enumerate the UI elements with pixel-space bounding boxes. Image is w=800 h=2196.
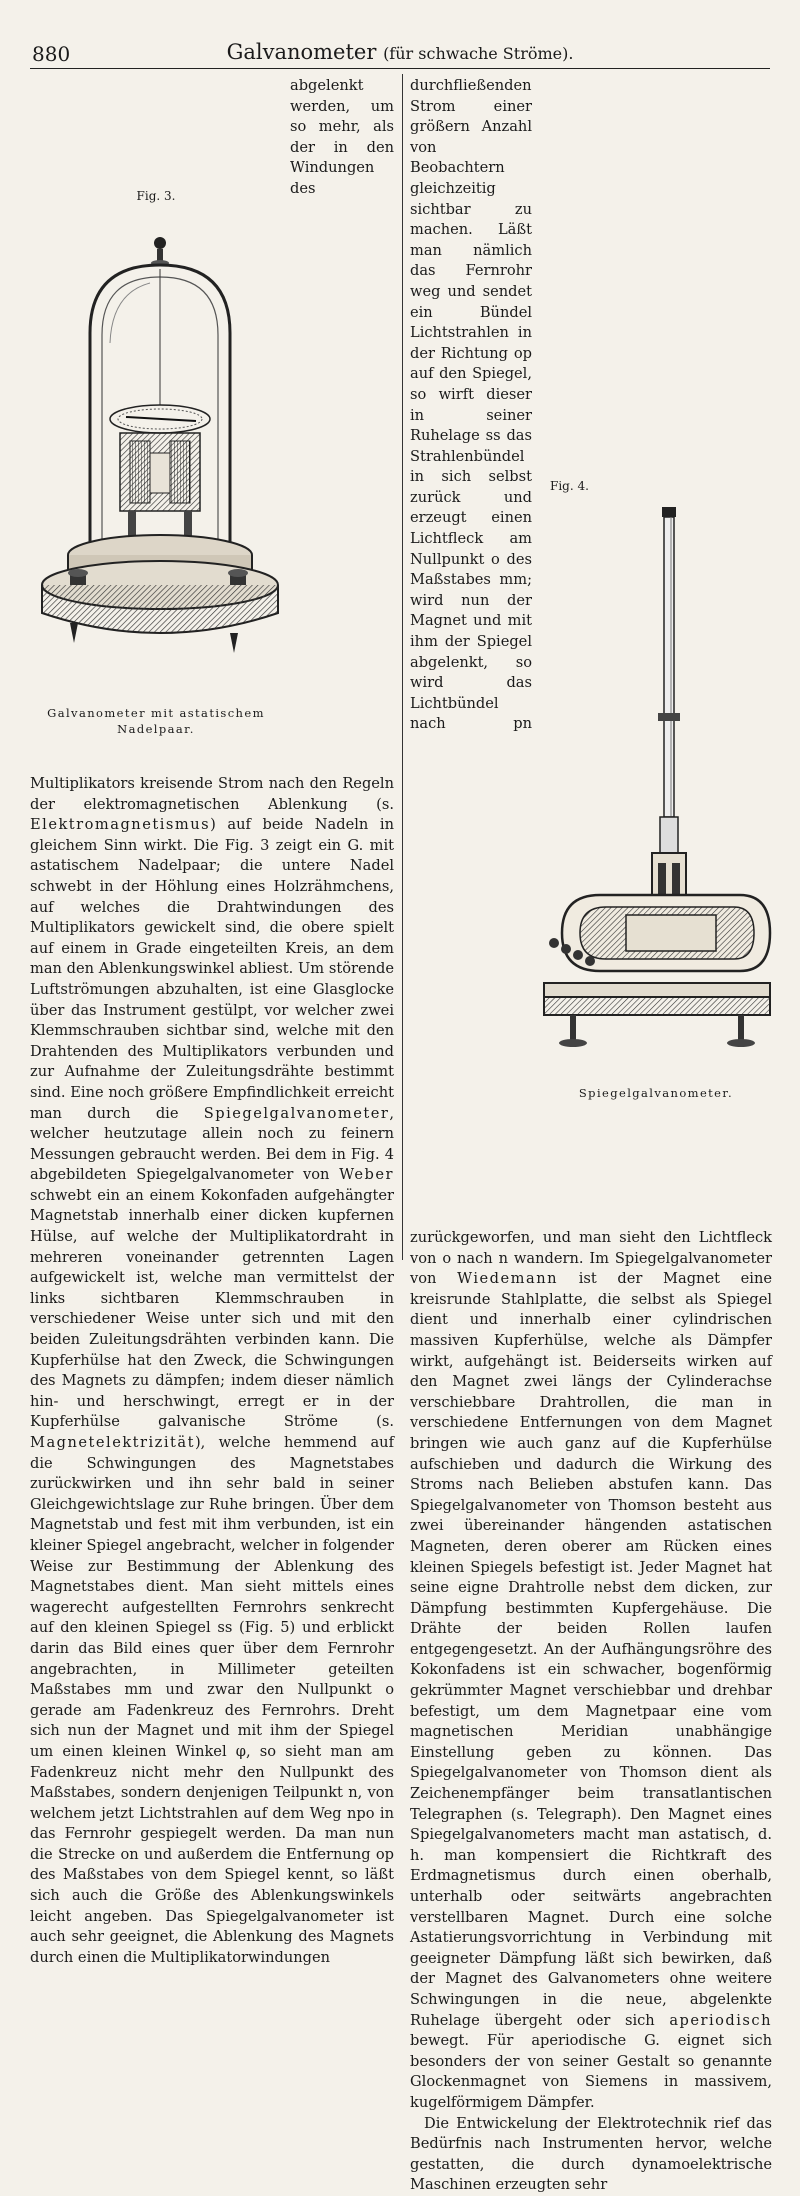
- text-run: ist der Magnet eine kreisrunde Stahlplatte, die selbst als Spiegel dient und innerhalb einer cylindrischen massiven Kupferhülse, welche als Dämpfer wirkt, aufgehängt ist. Beiderseits wirken auf den Magnet zwei längs der Cylinderachse verschiebbare Drahtrollen, die man in verschiedene Entfernungen von dem Magnet bringen wie auch ganz auf die Kupferhülse aufschieben und dadurch die Wirkung des Stroms nach Belieben abstufen kann. Das Spiegelgalvanometer von Thomson besteht aus zwei übereinander hängenden astatischen Magneten, deren oberer am Rücken eines kleinen Spiegels befestigt ist. Jeder Magnet hat seine eigne Drahtrolle nebst dem dicken, zur Dämpfung bestimmten Kupfergehäuse. Die Drähte der beiden Rollen laufen entgegengesetzt. An der Aufhängungsröhre des Kokonfadens ist ein schwacher, bogenförmig gekrümmter Magnet verschiebbar und drehbar befestigt, um dem Magnetpaar eine vom magnetischen Meridian unabhängige Einstellung geben zu können. Das Spiegelgalvanometer von Thomson dient als Zeichenempfänger beim transatlantischen Telegraphen (s. Telegraph). Den Magnet eines Spiegelgalvanometers macht man astatisch, d. h. man kompensiert die Richtkraft des Erdmagnetismus durch einen oberhalb, unterhalb oder seitwärts angebrachten verstellbaren Magnet. Durch eine solche Astatierungsvorrichtung in Verbindung mit geeigneter Dämpfung läßt sich bewirken, daß der Magnet des Galvanometers ohne weitere Schwingungen in die neue, abgelenkte Ruhelage übergeht oder sich: [410, 1270, 772, 2029]
- keyword-term: aperiodisch: [669, 2011, 772, 2029]
- figure-3-label: Fig. 3.: [136, 189, 176, 203]
- page-header: [30, 38, 770, 69]
- galvanometer-illustration: [30, 213, 280, 701]
- left-column: [30, 76, 394, 1968]
- text-run: ), welche hemmend auf die Schwingungen des Magnetstabes zurückwirken und ihn sehr bald in seiner Gleichgewichtslage zur Ruhe bringen. Über dem Magnetstab und fest mit ihm verbunden, ist ein kleiner Spiegel angebracht, welcher in folgender Weise zur Bestimmung der Ablenkung des Magnetstabes dient. Man sieht mittels eines wagerecht aufgestellten Fernrohrs senkrecht auf den kleinen Spiegel ss (Fig. 5) und erblickt darin das Bild eines quer über dem Fernrohr angebrachten, in Millimeter geteilten Maßstabes mm und zwar den Nullpunkt o gerade am Fadenkreuz des Fernrohrs. Dreht sich nun der Magnet und mit ihm der Spiegel um einen kleinen Winkel φ, so sieht man am Fadenkreuz nicht mehr den Nullpunkt des Maßstabes, sondern denjenigen Teilpunkt n, von welchem jetzt Lichtstrahlen auf dem Weg npo in das Fernrohr gespiegelt werden. Da man nun die Strecke on und außerdem die Entfernung op des Maßstabes von dem Spiegel kennt, so läßt sich auch die Größe des Ablenkungswinkels leicht angeben. Das Spiegelgalvanometer ist auch sehr geeignet, die Ablenkung des Magnets durch einen die Multiplikatorwindungen: [30, 1434, 394, 1966]
- figure-3-caption: Galvanometer mit astatischem Nadelpaar.: [47, 705, 265, 736]
- figure-4-label: Fig. 4.: [550, 479, 589, 493]
- keyword-term: Elektromagnetismus: [30, 816, 211, 834]
- figure-3: [30, 186, 282, 774]
- text-run: , welcher heutzutage allein noch zu feinern Messungen gebraucht werden. Bei dem in Fig. 4 abgebildeten Spiegelgalvanometer von: [30, 1104, 394, 1184]
- text-run: Die Entwickelung der Elektrotechnik rief das Bedürfnis nach Instrumenten hervor, welche gestatten, die durch dynamoelektrische Maschinen erzeugten sehr: [410, 2114, 772, 2194]
- text-run: durchfließenden Strom einer größern Anzahl von Beobachtern gleichzeitig sichtbar zu machen. Läßt man nämlich das Fernrohr weg und sendet ein Bündel Lichtstrahlen in der Richtung op auf den Spiegel, so wirft dieser in seiner Ruhelage ss das Strahlenbündel in sich selbst zurück und erzeugt einen Lichtfleck am Nullpunkt o des Maßstabes mm; wird nun der Magnet und mit ihm der Spiegel abgelenkt, so wird das Lichtbündel nach pn zurückgeworfen, und man sieht den Lichtfleck von o nach n wandern. Im Spiegelgalvanometer von: [410, 77, 772, 1288]
- figure-4: [540, 476, 772, 1228]
- right-column: [410, 76, 772, 2196]
- text-run: bewegt. Für aperiodische G. eignet sich besonders der von seiner Gestalt so genannte Glockenmagnet von Siemens in massivem, kugelförmigem Dämpfer.: [410, 2032, 772, 2111]
- text-run: ) auf beide Nadeln in gleichem Sinn wirkt. Die Fig. 3 zeigt ein G. mit astatischem Nadelpaar; die untere Nadel schwebt in der Höhlung eines Holzrähmchens, auf welches die Drahtwindungen des Multiplikators gewickelt sind, die obere spielt auf einem in Grade eingeteilten Kreis, an dem man den Ablenkungswinkel abliest. Um störende Luftströmungen abzuhalten, ist eine Glasglocke über das Instrument gestülpt, vor welcher zwei Klemmschrauben sichtbar sind, welche mit den Drahtenden des Multiplikators verbunden und zur Aufnahme der Zuleitungsdrähte bestimmt sind. Eine noch größere Empfindlichkeit erreicht man durch die: [30, 816, 394, 1122]
- text-run: abgelenkt werden, um so mehr, als der in den Windungen des Multiplikators kreisende Strom nach den Regeln der elektromagnetischen Ablenkung (s.: [30, 77, 394, 813]
- figure-4-caption: Spiegelgalvanometer.: [578, 1085, 734, 1100]
- keyword-term: Spiegelgalvanometer: [203, 1104, 390, 1122]
- running-title: Galvanometer: [226, 40, 377, 64]
- running-head: [30, 40, 770, 64]
- keyword-term: Magnetelektrizität: [30, 1434, 195, 1451]
- spiegelgalvanometer-illustration: [540, 503, 772, 1081]
- running-subtitle: (für schwache Ströme).: [383, 44, 574, 63]
- text-run: schwebt ein an einem Kokonfaden aufgehängter Magnetstab innerhalb einer dicken kupfernen Hülse, auf welche der Multiplikatordraht in mehreren voneinander getrennten Lagen aufgewickelt ist, welche man vermittelst der links sichtbaren Klemmschrauben in verschiedener Weise unter sich und mit den beiden Zuleitungsdrähten verbinden kann. Die Kupferhülse hat den Zweck, die Schwingungen des Magnets zu dämpfen; indem dieser nämlich hin- und herschwingt, erregt er in der Kupferhülse galvanische Ströme (s.: [30, 1186, 394, 1431]
- person-name: Wiedemann: [457, 1270, 558, 1288]
- column-divider: [402, 74, 403, 1260]
- right-paragraph-2: [410, 2114, 772, 2196]
- page-number: 880: [32, 42, 71, 66]
- keyword-term: Weber: [339, 1166, 394, 1184]
